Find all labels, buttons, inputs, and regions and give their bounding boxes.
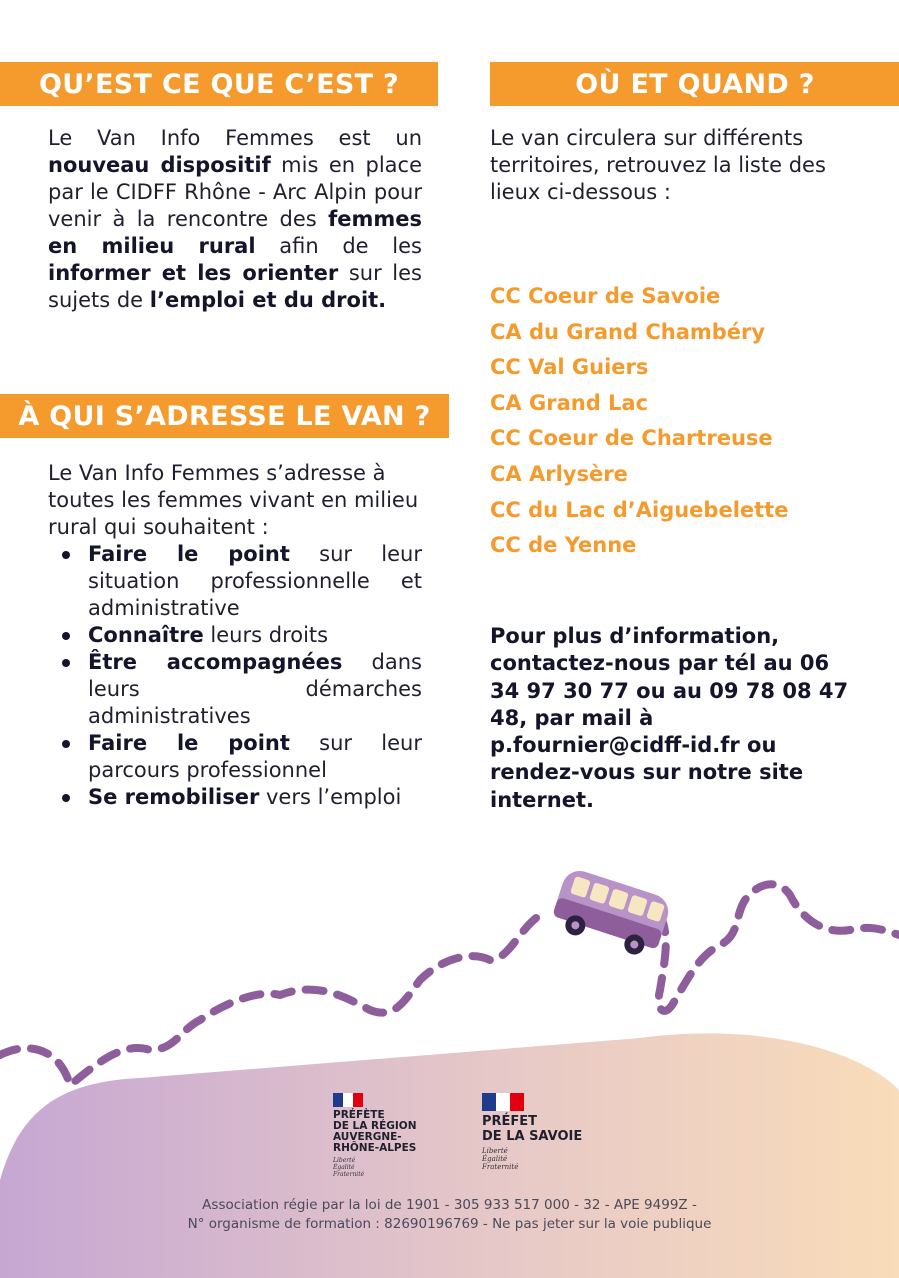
list-item-bold: Se remobiliser	[88, 785, 260, 809]
place-item: CC Coeur de Chartreuse	[490, 426, 773, 451]
place-item: CC Coeur de Savoie	[490, 284, 721, 308]
list-item	[88, 649, 422, 730]
list-item	[88, 784, 422, 811]
flag-icon	[333, 1093, 363, 1107]
list-item-bold: Faire le point	[88, 731, 290, 755]
who-paragraph	[48, 460, 422, 811]
list-item-bold: Être accompagnées	[88, 650, 343, 674]
section-title-who-text: À QUI S’ADRESSE LE VAN ?	[18, 400, 431, 432]
what-text-4: sur les sujets de	[48, 261, 422, 312]
motto-line: Liberté	[482, 1147, 508, 1155]
logo-prefecture-region	[333, 1093, 417, 1178]
what-bold-1: nouveau dispositif	[48, 153, 271, 177]
place-item: CC de Yenne	[490, 533, 637, 558]
logo-line: PRÉFÈTE	[333, 1109, 385, 1121]
contact-info: Pour plus d’information, contactez-nous par tél au 06 34 97 30 77 ou au 09 78 08 47 48, par mail à p.fournier@cidff-id.fr ou rendez-vous sur notre site internet.	[490, 624, 849, 812]
what-paragraph	[48, 125, 422, 314]
logo-line: DE LA RÉGION	[333, 1120, 417, 1132]
logo-prefecture-savoie	[482, 1093, 582, 1171]
list-item-text: sur leur situation professionnelle et administrative	[88, 542, 423, 620]
list-item-text: sur leur parcours professionnel	[88, 731, 423, 782]
section-title-what-text: QU’EST CE QUE C’EST ?	[39, 68, 399, 100]
list-item	[88, 541, 422, 622]
what-text-3: afin de les	[255, 234, 422, 258]
section-title-what	[0, 62, 438, 106]
list-item-text: dans leurs démarches administratives	[88, 650, 422, 728]
motto-line: Fraternité	[333, 1171, 365, 1178]
what-bold-3: informer et les orienter	[48, 261, 339, 285]
place-item: CA Arlysère	[490, 461, 628, 486]
logo-line: DE LA SAVOIE	[482, 1129, 583, 1144]
place-item: CC Val Guiers	[490, 355, 649, 380]
list-item	[88, 730, 422, 784]
place-item: CA du Grand Chambéry	[490, 319, 766, 344]
list-item-bold: Connaître	[88, 623, 204, 647]
place-item: CC du Lac d’Aiguebelette	[490, 497, 789, 522]
section-title-where-text: OÙ ET QUAND ?	[575, 68, 815, 100]
what-text-2: mis en place par le CIDFF Rhône - Arc Alpin pour venir à la rencontre des	[48, 153, 422, 231]
what-text-1: Le Van Info Femmes est un	[48, 126, 422, 150]
van-illustration	[530, 860, 680, 970]
footer-line-2: N° organisme de formation : 82690196769 - Ne pas jeter sur la voie publique	[187, 1216, 712, 1232]
flag-icon	[482, 1093, 524, 1111]
what-bold-2: femmes en milieu rural	[48, 207, 422, 258]
list-item-bold: Faire le point	[88, 542, 290, 566]
what-bold-4: l’emploi et du droit.	[149, 288, 387, 312]
motto-line: Fraternité	[482, 1163, 519, 1171]
logo-line: PRÉFET	[482, 1114, 538, 1129]
where-intro: Le van circulera sur différents territoires, retrouvez la liste des lieux ci-dessous :	[490, 126, 826, 204]
section-title-where	[490, 62, 899, 106]
logo-line: RHÔNE-ALPES	[333, 1142, 417, 1154]
section-title-who	[0, 394, 449, 438]
motto-line: Égalité	[482, 1155, 508, 1163]
logo-line: AUVERGNE-	[333, 1131, 402, 1143]
motto-line: Liberté	[333, 1157, 356, 1164]
motto-line: Égalité	[333, 1164, 355, 1171]
list-item-text: vers l’emploi	[259, 785, 402, 809]
footer-line-1: Association régie par la loi de 1901 - 305 933 517 000 - 32 - APE 9499Z -	[202, 1197, 697, 1213]
places-list	[490, 281, 788, 566]
who-list	[48, 541, 422, 811]
who-intro: Le Van Info Femmes s’adresse à toutes les femmes vivant en milieu rural qui souhaitent :	[48, 461, 419, 539]
list-item-text: leurs droits	[203, 623, 329, 647]
footer-legal	[0, 1196, 899, 1234]
list-item	[88, 622, 422, 649]
place-item: CA Grand Lac	[490, 390, 649, 415]
